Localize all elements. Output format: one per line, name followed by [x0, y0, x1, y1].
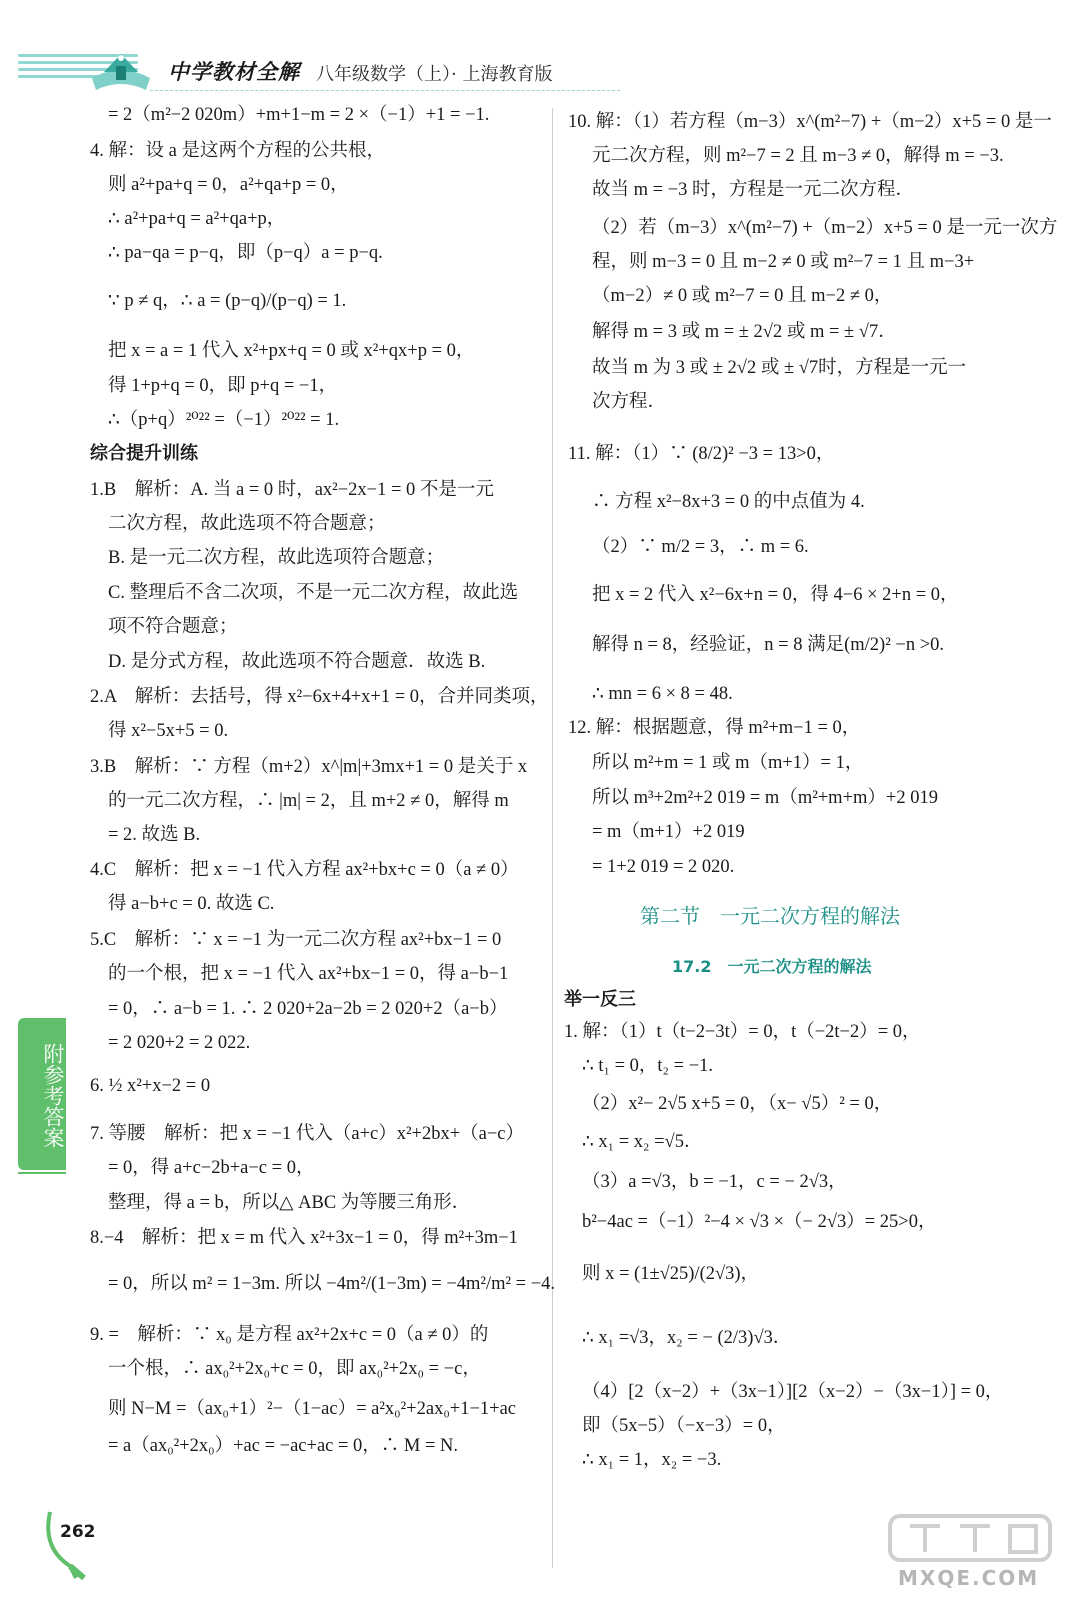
header-rule	[150, 90, 620, 91]
left-line-3: 则 a²+pa+q = 0，a²+qa+p = 0，	[108, 175, 349, 195]
page-corner-icon	[40, 1508, 110, 1580]
watermark-text: MXQE.COM	[898, 1566, 1040, 1590]
right-line-27: ∴ x₁ = x₂ =√5．	[582, 1132, 703, 1152]
right-line-26: （2）x²− 2√5 x+5 = 0，（x− √5）² = 0，	[582, 1094, 893, 1114]
right-line-11: ∴ 方程 x²−8x+3 = 0 的中点值为 4.	[592, 492, 865, 512]
left-line-4: ∴ a²+pa+q = a²+qa+p，	[108, 209, 286, 229]
left-line-17: 2.A 解析：去括号，得 x²−6x+4+x+1 = 0，合并同类项，	[90, 687, 549, 707]
section-heading: 综合提升训练	[90, 443, 198, 464]
side-tab-rule	[18, 1172, 66, 1174]
header-subtitle: 八年级数学（上）· 上海教育版	[316, 64, 553, 85]
left-line-20: 的一元二次方程，∴ |m| = 2，且 m+2 ≠ 0，解得 m	[108, 791, 509, 811]
left-line-34: 9. = 解析：∵ x₀ 是方程 ax²+2x+c = 0（a ≠ 0）的	[90, 1325, 489, 1345]
left-line-36: 则 N−M =（ax₀+1）²−（1−ac）= a²x₀²+2ax₀+1−1+ac	[108, 1399, 516, 1419]
left-line-6: ∵ p ≠ q，∴ a = (p−q)/(p−q) = 1.	[108, 291, 347, 311]
left-line-2: 4. 解：设 a 是这两个方程的公共根，	[90, 141, 385, 161]
right-line-14: 解得 n = 8，经验证，n = 8 满足(m/2)² −n >0.	[592, 635, 945, 655]
lesson-title: 17.2 一元二次方程的解法	[672, 957, 872, 976]
left-line-5: ∴ pa−qa = p−q，即（p−q）a = p−q.	[108, 243, 383, 263]
right-line-12: （2）∵ m/2 = 3，∴ m = 6.	[592, 537, 809, 557]
right-line-2: 元二次方程，则 m²−7 = 2 且 m−3 ≠ 0，解得 m = −3.	[592, 146, 1004, 166]
left-line-23: 得 a−b+c = 0. 故选 C.	[108, 894, 275, 914]
left-line-14: C. 整理后不含二次项，不是一元二次方程，故此选	[108, 583, 519, 603]
right-line-28: （3）a =√3，b = −1，c = − 2√3，	[582, 1172, 847, 1192]
right-line-3: 故当 m = −3 时，方程是一元二次方程．	[592, 180, 915, 200]
right-line-4: （2）若（m−3）x^(m²−7) +（m−2）x+5 = 0 是一元一次方	[592, 218, 1058, 238]
right-line-24: 1. 解：（1）t（t−2−3t）= 0，t（−2t−2）= 0，	[564, 1022, 921, 1042]
appendix-side-tab	[18, 1018, 66, 1170]
right-line-5: 程，则 m−3 = 0 且 m−2 ≠ 0 或 m²−7 = 1 且 m−3+	[592, 252, 975, 272]
appendix-tab-label: 附参考答案	[41, 1042, 65, 1148]
left-line-24: 5.C 解析：∵ x = −1 为一元二次方程 ax²+bx−1 = 0	[90, 930, 502, 950]
left-line-11: 1.B 解析：A. 当 a = 0 时，ax²−2x−1 = 0 不是一元	[90, 480, 494, 500]
right-line-7: 解得 m = 3 或 m = ± 2√2 或 m = ± √7．	[592, 322, 897, 342]
right-line-10: 11. 解：（1）∵ (8/2)² −3 = 13>0，	[568, 444, 835, 464]
left-line-37: = a（ax₀²+2x₀）+ac = −ac+ac = 0，∴ M = N.	[108, 1436, 459, 1456]
right-line-15: ∴ mn = 6 × 8 = 48.	[592, 684, 733, 704]
right-line-33: 即（5x−5）（−x−3）= 0，	[582, 1416, 786, 1436]
left-line-7: 把 x = a = 1 代入 x²+px+q = 0 或 x²+qx+p = 0，	[108, 341, 475, 361]
left-line-15: 项不符合题意；	[108, 617, 238, 637]
left-line-1: = 2（m²−2 020m）+m+1−m = 2 ×（−1）+1 = −1.	[108, 105, 490, 125]
left-line-8: 得 1+p+q = 0，即 p+q = −1，	[108, 376, 338, 396]
right-line-1: 10. 解：（1）若方程（m−3）x^(m²−7) +（m−2）x+5 = 0 是一	[568, 112, 1052, 132]
right-line-13: 把 x = 2 代入 x²−6x+n = 0，得 4−6 × 2+n = 0，	[592, 585, 959, 605]
left-line-26: = 0，∴ a−b = 1. ∴ 2 020+2a−2b = 2 020+2（a−b）	[108, 999, 508, 1019]
left-line-32: 8.−4 解析：把 x = m 代入 x²+3x−1 = 0，得 m²+3m−1	[90, 1228, 518, 1248]
right-line-25: ∴ t₁ = 0，t₂ = −1.	[582, 1056, 713, 1076]
right-line-29: b²−4ac =（−1）²−4 × √3 ×（− 2√3）= 25>0，	[582, 1212, 937, 1232]
right-line-8: 故当 m 为 3 或 ± 2√2 或 ± √7时，方程是一元一	[592, 358, 967, 378]
page-number: 262	[60, 1522, 96, 1542]
left-line-13: B. 是一元二次方程，故此选项符合题意；	[108, 548, 445, 568]
left-line-22: 4.C 解析：把 x = −1 代入方程 ax²+bx+c = 0（a ≠ 0）	[90, 860, 519, 880]
right-line-30: 则 x = (1±√25)/(2√3)，	[582, 1264, 760, 1284]
left-line-9: ∴（p+q）²⁰²² =（−1）²⁰²² = 1.	[108, 410, 340, 430]
left-line-27: = 2 020+2 = 2 022.	[108, 1033, 251, 1053]
column-divider	[552, 108, 553, 1568]
left-line-29: 7. 等腰 解析：把 x = −1 代入（a+c）x²+2bx+（a−c）	[90, 1124, 524, 1144]
header-brand: 中学教材全解	[168, 60, 300, 84]
left-line-35: 一个根，∴ ax₀²+2x₀+c = 0，即 ax₀²+2x₀ = −c，	[108, 1359, 481, 1379]
page-header	[0, 0, 1081, 100]
book-logo-icon	[86, 48, 156, 94]
right-line-20: = 1+2 019 = 2 020.	[592, 857, 735, 877]
right-line-17: 所以 m²+m = 1 或 m（m+1）= 1，	[592, 753, 864, 773]
left-line-21: = 2. 故选 B.	[108, 825, 201, 845]
left-line-18: 得 x²−5x+5 = 0.	[108, 721, 229, 741]
subsection-heading: 举一反三	[564, 989, 636, 1010]
right-line-32: （4）[2（x−2）+（3x−1）][2（x−2）−（3x−1）] = 0，	[582, 1382, 1004, 1402]
left-line-30: = 0，得 a+c−2b+a−c = 0，	[108, 1158, 315, 1178]
left-line-31: 整理，得 a = b，所以△ ABC 为等腰三角形．	[108, 1193, 471, 1213]
right-line-34: ∴ x₁ = 1，x₂ = −3.	[582, 1450, 722, 1470]
right-line-19: = m（m+1）+2 019	[592, 822, 745, 842]
left-line-28: 6. ½ x²+x−2 = 0	[90, 1076, 211, 1096]
right-line-6: （m−2）≠ 0 或 m²−7 = 0 且 m−2 ≠ 0，	[592, 286, 893, 306]
right-line-31: ∴ x₁ =√3，x₂ = − (2/3)√3．	[582, 1328, 792, 1348]
right-line-16: 12. 解：根据题意，得 m²+m−1 = 0，	[568, 718, 861, 738]
left-line-25: 的一个根，把 x = −1 代入 ax²+bx−1 = 0，得 a−b−1	[108, 964, 509, 984]
left-line-12: 二次方程，故此选项不符合题意；	[108, 514, 386, 534]
right-line-18: 所以 m³+2m²+2 019 = m（m²+m+m）+2 019	[592, 788, 938, 808]
left-line-16: D. 是分式方程，故此选项不符合题意．故选 B.	[108, 652, 486, 672]
left-line-33: = 0，所以 m² = 1−3m. 所以 −4m²/(1−3m) = −4m²/m² = −4.	[108, 1274, 556, 1294]
left-line-19: 3.B 解析：∵ 方程（m+2）x^|m|+3mx+1 = 0 是关于 x	[90, 757, 528, 777]
chapter-title: 第二节 一元二次方程的解法	[640, 904, 900, 928]
right-line-9: 次方程．	[592, 392, 667, 412]
